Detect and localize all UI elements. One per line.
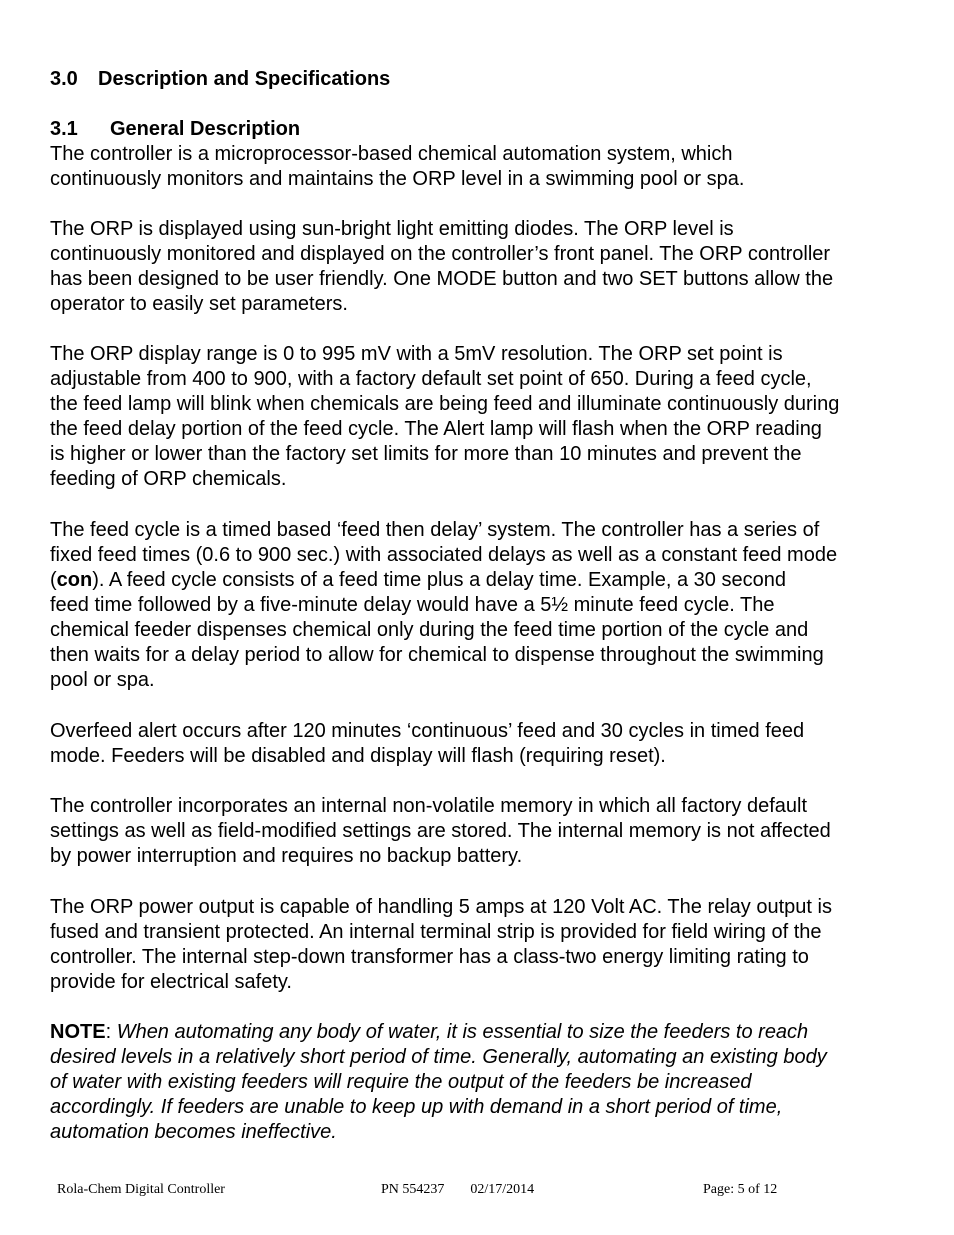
text-line: pool or spa. <box>50 669 155 691</box>
paragraph-display <box>50 217 920 317</box>
text-line: The ORP display range is 0 to 995 mV with a 5mV resolution. The ORP set point is <box>50 343 783 365</box>
text-line <box>50 1020 920 1045</box>
text-line: settings as well as field-modified settings are stored. The internal memory is not affected <box>50 820 831 842</box>
footer-date: 02/17/2014 <box>470 1182 535 1197</box>
note-text: When automating any body of water, it is essential to size the feeders to reach <box>116 1021 809 1043</box>
text-line: chemical feeder dispenses chemical only during the feed time portion of the cycle and <box>50 619 809 641</box>
text-line: continuously monitors and maintains the ORP level in a swimming pool or spa. <box>50 168 745 190</box>
text-line: The ORP power output is capable of handling 5 amps at 120 Volt AC. The relay output is <box>50 896 832 918</box>
text-line: The controller incorporates an internal non-volatile memory in which all factory default <box>50 795 808 817</box>
section-title: Description and Specifications <box>98 68 391 90</box>
open-paren: ( <box>50 569 57 591</box>
text-line: the feed lamp will blink when chemicals are being feed and illuminate continuously during <box>50 393 840 415</box>
paragraph-range <box>50 342 920 492</box>
subsection-title: General Description <box>110 118 301 140</box>
note-block <box>50 1020 920 1145</box>
paragraph-memory <box>50 794 920 869</box>
text-line: the feed delay portion of the feed cycle. The Alert lamp will flash when the ORP reading <box>50 418 822 440</box>
text-line: continuously monitored and displayed on the controller’s front panel. The ORP controller <box>50 243 831 265</box>
text-line: operator to easily set parameters. <box>50 293 348 315</box>
text-line: feeding of ORP chemicals. <box>50 468 287 490</box>
text-line: provide for electrical safety. <box>50 971 292 993</box>
text-line: by power interruption and requires no backup battery. <box>50 845 523 867</box>
subsection-heading <box>50 117 300 142</box>
note-text: accordingly. If feeders are unable to keep up with demand in a short period of time, <box>50 1096 783 1118</box>
paragraph-overfeed <box>50 719 920 769</box>
text-line: is higher or lower than the factory set limits for more than 10 minutes and prevent the <box>50 443 802 465</box>
footer-document-title: Rola-Chem Digital Controller <box>57 1182 225 1197</box>
footer-part-number: PN 554237 <box>381 1182 445 1197</box>
text-line: fixed feed times (0.6 to 900 sec.) with associated delays as well as a constant feed mode <box>50 544 838 566</box>
text-line: The ORP is displayed using sun-bright light emitting diodes. The ORP level is <box>50 218 734 240</box>
text-line: controller. The internal step-down transformer has a class-two energy limiting rating to <box>50 946 809 968</box>
text-line: fused and transient protected. An internal terminal strip is provided for field wiring of the <box>50 921 822 943</box>
note-colon: : <box>105 1021 117 1043</box>
note-label: NOTE <box>50 1021 106 1043</box>
subsection-number: 3.1 <box>50 118 78 140</box>
paragraph-power <box>50 895 920 995</box>
section-number: 3.0 <box>50 68 78 90</box>
footer-page-number: Page: 5 of 12 <box>703 1182 778 1197</box>
text-line-rest: ). A feed cycle consists of a feed time plus a delay time. Example, a 30 second <box>92 569 786 591</box>
text-line: Overfeed alert occurs after 120 minutes ‘continuous’ feed and 30 cycles in timed feed <box>50 720 805 742</box>
text-line: adjustable from 400 to 900, with a factory default set point of 650. During a feed cycle, <box>50 368 812 390</box>
section-heading <box>50 67 390 92</box>
note-text: automation becomes ineffective. <box>50 1121 337 1143</box>
footer-part-number-date <box>381 1181 534 1199</box>
text-line: has been designed to be user friendly. One MODE button and two SET buttons allow the <box>50 268 834 290</box>
text-line: The feed cycle is a timed based ‘feed then delay’ system. The controller has a series of <box>50 519 820 541</box>
text-line: mode. Feeders will be disabled and display will flash (requiring reset). <box>50 745 666 767</box>
text-line: The controller is a microprocessor-based chemical automation system, which <box>50 143 733 165</box>
paragraph-feed-cycle <box>50 518 920 693</box>
text-line <box>50 568 920 593</box>
note-text: desired levels in a relatively short period of time. Generally, automating an existing body <box>50 1046 827 1068</box>
note-text: of water with existing feeders will require the output of the feeders be increased <box>50 1071 752 1093</box>
text-line: then waits for a delay period to allow for chemical to dispense throughout the swimming <box>50 644 824 666</box>
paragraph-overview <box>50 142 920 192</box>
con-mode-term: con <box>56 569 93 591</box>
text-line: feed time followed by a five-minute delay would have a 5½ minute feed cycle. The <box>50 594 775 616</box>
